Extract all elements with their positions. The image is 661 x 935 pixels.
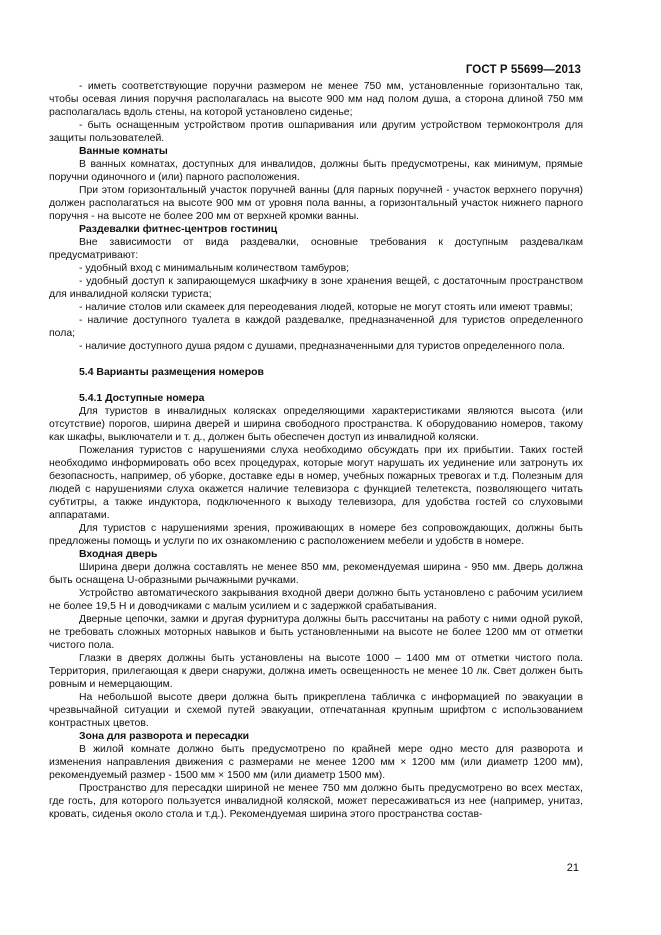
section-heading: 5.4 Варианты размещения номеров — [79, 367, 264, 378]
paragraph: - удобный вход с минимальным количеством тамбуров; — [79, 263, 350, 274]
paragraph: Для туристов с нарушениями зрения, проживающих в номере без сопровождающих, должны быть предложены помощь и услуги по их ознакомлению с расположением мебели и удобств в номере. — [49, 523, 583, 547]
paragraph: Для туристов в инвалидных колясках определяющими характеристиками являются высота (или отсутствие) порогов, ширина дверей и ширина свободного пространства. К оборудованию номеров, такому как шкафы, выключатели и т. д., должен быть обеспечен доступ из инвалидной коляски. — [49, 406, 583, 443]
document-code: ГОСТ Р 55699—2013 — [465, 64, 581, 76]
paragraph: Глазки в дверях должны быть установлены на высоте 1000 – 1400 мм от отметки чистого пола. Территория, прилегающая к двери снаружи, должна иметь освещенность не менее 10 лк. Свет должен быть ровным и немерцающим. — [49, 653, 583, 690]
paragraph: - удобный доступ к запирающемуся шкафчику в зоне хранения вещей, с достаточным пространством для инвалидной коляски туриста; — [49, 276, 583, 300]
subsection-heading: 5.4.1 Доступные номера — [79, 393, 205, 404]
subheading: Входная дверь — [79, 549, 158, 560]
paragraph: На небольшой высоте двери должна быть прикреплена табличка с информацией по эвакуации в чрезвычайной ситуации и схемой путей эвакуации, отпечатанная крупным шрифтом с использованием контрастных цветов. — [49, 692, 583, 729]
subheading: Зона для разворота и пересадки — [79, 731, 250, 742]
paragraph: В жилой комнате должно быть предусмотрено по крайней мере одно место для разворота и изменения направления движения с размерами не менее 1200 мм × 1200 мм (или диаметр 1200 мм), рекомендуемый размер - 1500 мм × 1500 мм (или диаметр 1500 мм). — [49, 744, 583, 781]
paragraph: - быть оснащенным устройством против ошпаривания или другим устройством термоконтроля для защиты пользователей. — [49, 120, 583, 144]
paragraph: - наличие столов или скамеек для переодевания людей, которые не могут стоять или имеют травмы; — [79, 302, 573, 313]
paragraph: Пространство для пересадки шириной не менее 750 мм должно быть предусмотрено во всех местах, где гость, для которого пользуется инвалидной коляской, может пересаживаться из нее (например, унитаз, кровать, сиденья около стола и т.д.). Рекомендуемая ширина этого пространства состав- — [49, 783, 583, 820]
document-body — [49, 80, 583, 821]
paragraph: - наличие доступного душа рядом с душами, предназначенными для туристов определенного пола. — [79, 341, 565, 352]
paragraph: - иметь соответствующие поручни размером не менее 750 мм, установленные горизонтально так, чтобы осевая линия поручня располагалась на высоте 900 мм над полом душа, а сторона длиной 750 мм располагалась вдоль стены, на которой установлено сиденье; — [49, 81, 583, 118]
paragraph: Дверные цепочки, замки и другая фурнитура должны быть рассчитаны на работу с ними одной рукой, не требовать сложных моторных навыков и быть установленными на высоте не более 1200 мм от отметки чистого пола. — [49, 614, 583, 651]
page-number: 21 — [566, 862, 579, 874]
subheading: Раздевалки фитнес-центров гостиниц — [79, 224, 278, 235]
paragraph: - наличие доступного туалета в каждой раздевалке, предназначенной для туристов определенного пола; — [49, 315, 583, 339]
paragraph: Вне зависимости от вида раздевалки, основные требования к доступным раздевалкам предусматривают: — [49, 237, 583, 261]
subheading: Ванные комнаты — [79, 146, 168, 157]
paragraph: Пожелания туристов с нарушениями слуха необходимо обсуждать при их прибытии. Таких гостей необходимо информировать обо всех процедурах, которые могут нарушать их уединение или затронуть их безопасность, например, об уборке, доставке еды в номер, учебных пожарных тревогах и т.д. Полезным для людей с нарушениями слуха окажется наличие телевизора с функцией телетекста, позволяющего читать субтитры, а также индуктора, подключенного к выходу телевизора, для удобства гостей со слуховыми аппаратами. — [49, 445, 583, 521]
paragraph: В ванных комнатах, доступных для инвалидов, должны быть предусмотрены, как минимум, прямые поручни одиночного и (или) парного расположения. — [49, 159, 583, 183]
paragraph: При этом горизонтальный участок поручней ванны (для парных поручней - участок верхнего поручня) должен располагаться на высоте 900 мм от уровня пола ванны, а горизонтальный участок нижнего парного поручня - на высоте не более 200 мм от верхней кромки ванны. — [49, 185, 583, 222]
paragraph: Ширина двери должна составлять не менее 850 мм, рекомендуемая ширина - 950 мм. Дверь должна быть оснащена U-образными рычажными ручками. — [49, 562, 583, 586]
paragraph: Устройство автоматического закрывания входной двери должно быть установлено с рабочим усилием не более 19,5 Н и доводчиками с малым усилием и с задержкой срабатывания. — [49, 588, 583, 612]
